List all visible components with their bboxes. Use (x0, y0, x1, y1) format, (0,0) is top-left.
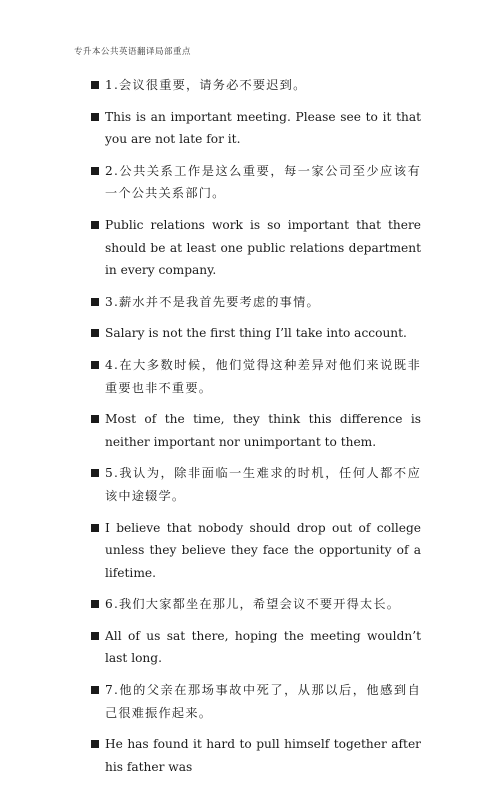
list-item (91, 322, 421, 345)
square-bullet-icon (91, 469, 99, 477)
item-text: I believe that nobody should drop out of college unless they believe they face the opportunity of a lifetime. (105, 520, 421, 580)
item-text: 1.会议很重要，请务必不要迟到。 (105, 78, 307, 92)
list-item (91, 462, 421, 507)
square-bullet-icon (91, 740, 99, 748)
list-item (91, 354, 421, 399)
item-text: Most of the time, they think this difference is neither important nor unimportant to them. (105, 412, 421, 449)
item-text: 7.他的父亲在那场事故中死了，从那以后，他感到自己很难振作起来。 (105, 683, 421, 720)
list-item (91, 291, 421, 314)
list-item (91, 74, 421, 97)
list-item (91, 625, 421, 670)
square-bullet-icon (91, 415, 99, 423)
square-bullet-icon (91, 298, 99, 306)
square-bullet-icon (91, 329, 99, 337)
item-text: 6.我们大家都坐在那儿，希望会议不要开得太长。 (105, 597, 401, 612)
list-item (91, 408, 421, 453)
item-text: 2.公共关系工作是这么重要，每一家公司至少应该有一个公共关系部门。 (105, 163, 421, 201)
item-text: All of us sat there, hoping the meeting wouldn’t last long. (105, 628, 421, 666)
square-bullet-icon (91, 632, 99, 640)
square-bullet-icon (91, 113, 99, 121)
item-text: He has found it hard to pull himself together after his father was (105, 737, 421, 774)
page-header: 专升本公共英语翻译局部重点 (74, 47, 192, 57)
square-bullet-icon (91, 81, 99, 89)
square-bullet-icon (91, 221, 99, 229)
list-item (91, 214, 421, 282)
square-bullet-icon (91, 361, 99, 369)
list-item (91, 593, 421, 616)
square-bullet-icon (91, 600, 99, 608)
translation-list (91, 74, 421, 787)
item-text: Salary is not the first thing I’ll take into account. (105, 326, 407, 341)
item-text: This is an important meeting. Please see to it that you are not late for it. (105, 109, 421, 147)
square-bullet-icon (91, 686, 99, 694)
list-item (91, 106, 421, 151)
list-item (91, 517, 421, 585)
item-text: 5.我认为，除非面临一生难求的时机，任何人都不应该中途辍学。 (105, 466, 421, 503)
square-bullet-icon (91, 167, 99, 175)
square-bullet-icon (91, 524, 99, 532)
list-item (91, 733, 421, 778)
item-text: 3.薪水并不是我首先要考虑的事情。 (105, 294, 320, 309)
item-text: Public relations work is so important that there should be at least one public relations department in every company. (105, 217, 421, 278)
item-text: 4.在大多数时候，他们觉得这种差异对他们来说既非重要也非不重要。 (105, 357, 421, 395)
list-item (91, 160, 421, 205)
